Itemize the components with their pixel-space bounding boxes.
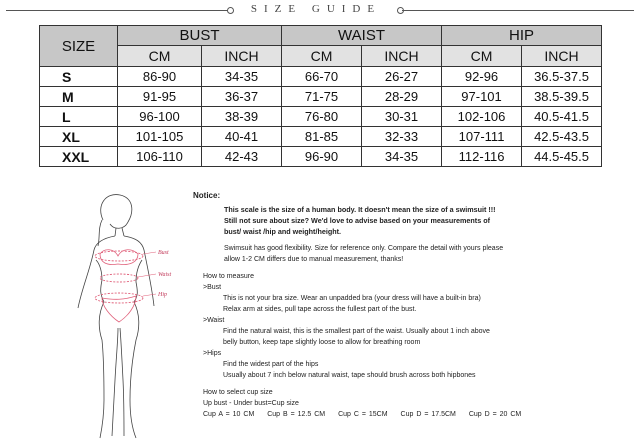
body-outline: [78, 195, 154, 438]
table-row: [40, 87, 602, 107]
unit-header: CM: [282, 46, 362, 67]
cup-size-formula: Up bust - Under bust=Cup size: [203, 400, 299, 407]
table-cell: 112-116: [442, 147, 522, 167]
how-to-measure-heading: How to measure: [203, 273, 254, 280]
waist-instruction: belly button, keep tape slightly loose to allow for breathing room: [223, 339, 421, 346]
table-cell: 96-90: [282, 147, 362, 167]
bust-instruction: Relax arm at sides, pull tape across the fullest part of the bust.: [223, 306, 417, 313]
table-cell: 44.5-45.5: [522, 147, 602, 167]
bust-tape: [95, 251, 143, 261]
table-cell: 34-35: [362, 147, 442, 167]
cup-size-item: Cup A = 10 CM: [203, 411, 255, 418]
table-cell: 26-27: [362, 67, 442, 87]
header-ornament-left: [227, 7, 234, 14]
table-cell: 107-111: [442, 127, 522, 147]
table-cell: 86-90: [118, 67, 202, 87]
table-cell: 92-96: [442, 67, 522, 87]
unit-header: INCH: [522, 46, 602, 67]
notice-title: Notice:: [193, 191, 221, 200]
notice-section: [193, 190, 633, 420]
size-chart-table: [39, 25, 602, 167]
table-cell: 40-41: [202, 127, 282, 147]
size-guide-header: [0, 0, 640, 20]
cup-size-item: Cup D = 20 CM: [468, 411, 522, 418]
table-row: [40, 127, 602, 147]
flexibility-note: allow 1-2 CM differs due to manual measurement, thanks!: [224, 256, 404, 263]
unit-header: CM: [442, 46, 522, 67]
table-cell: 101-105: [118, 127, 202, 147]
table-cell: 36.5-37.5: [522, 67, 602, 87]
waist-instruction: Find the natural waist, this is the smallest part of the waist. Usually about 1 inch above: [223, 328, 490, 335]
table-cell: 34-35: [202, 67, 282, 87]
header-divider-right: [402, 10, 634, 11]
table-cell: 97-101: [442, 87, 522, 107]
table-cell: 28-29: [362, 87, 442, 107]
size-cell: M: [40, 87, 118, 107]
size-cell: S: [40, 67, 118, 87]
flexibility-note: Swimsuit has good flexibility. Size for reference only. Compare the detail with yours please: [224, 245, 504, 252]
table-cell: 42.5-43.5: [522, 127, 602, 147]
size-guide-title: SIZE GUIDE: [250, 3, 382, 15]
cup-size-list: [193, 409, 633, 420]
table-cell: 40.5-41.5: [522, 107, 602, 127]
hips-instruction: Find the widest part of the hips: [223, 361, 319, 368]
waist-heading: >Waist: [203, 317, 225, 324]
bust-group-header: BUST: [118, 26, 282, 46]
unit-header: INCH: [202, 46, 282, 67]
cup-size-item: Cup D = 17.5CM: [400, 411, 456, 418]
size-column-header: SIZE: [40, 26, 118, 67]
size-cell: XXL: [40, 147, 118, 167]
waist-group-header: WAIST: [282, 26, 442, 46]
table-cell: 42-43: [202, 147, 282, 167]
hips-heading: >Hips: [203, 350, 222, 357]
table-row: [40, 67, 602, 87]
size-cell: XL: [40, 127, 118, 147]
table-cell: 96-100: [118, 107, 202, 127]
header-divider-left: [6, 10, 228, 11]
bust-label: Bust: [158, 250, 169, 256]
table-cell: 71-75: [282, 87, 362, 107]
waist-label: Waist: [158, 272, 172, 278]
hips-instruction: Usually about 7 inch below natural waist, tape should brush across both hipbones: [223, 372, 476, 379]
table-cell: 81-85: [282, 127, 362, 147]
table-cell: 106-110: [118, 147, 202, 167]
waist-tape: [100, 274, 138, 282]
table-header-units: [40, 46, 602, 67]
bust-instruction: This is not your bra size. Wear an unpadded bra (your dress will have a built-in bra): [223, 295, 481, 302]
table-cell: 36-37: [202, 87, 282, 107]
notice-bold-line: bust/ waist /hip and weight/height.: [224, 227, 341, 236]
table-header-groups: [40, 26, 602, 46]
table-cell: 38-39: [202, 107, 282, 127]
table-cell: 32-33: [362, 127, 442, 147]
table-cell: 91-95: [118, 87, 202, 107]
table-cell: 38.5-39.5: [522, 87, 602, 107]
hip-label: Hip: [158, 292, 167, 298]
unit-header: CM: [118, 46, 202, 67]
table-row: [40, 107, 602, 127]
cup-size-item: Cup C = 15CM: [338, 411, 388, 418]
bust-heading: >Bust: [203, 284, 222, 291]
measurement-figure-illustration: [58, 190, 188, 445]
cup-size-item: Cup B = 12.5 CM: [267, 411, 326, 418]
cup-size-heading: How to select cup size: [203, 389, 273, 396]
table-cell: 102-106: [442, 107, 522, 127]
table-cell: 30-31: [362, 107, 442, 127]
table-cell: 76-80: [282, 107, 362, 127]
notice-bold-line: This scale is the size of a human body. It doesn't mean the size of a swimsuit !!!: [224, 205, 496, 214]
table-cell: 66-70: [282, 67, 362, 87]
size-cell: L: [40, 107, 118, 127]
unit-header: INCH: [362, 46, 442, 67]
notice-bold-line: Still not sure about size? We'd love to advise based on your measurements of: [224, 216, 490, 225]
table-row: [40, 147, 602, 167]
hip-group-header: HIP: [442, 26, 602, 46]
